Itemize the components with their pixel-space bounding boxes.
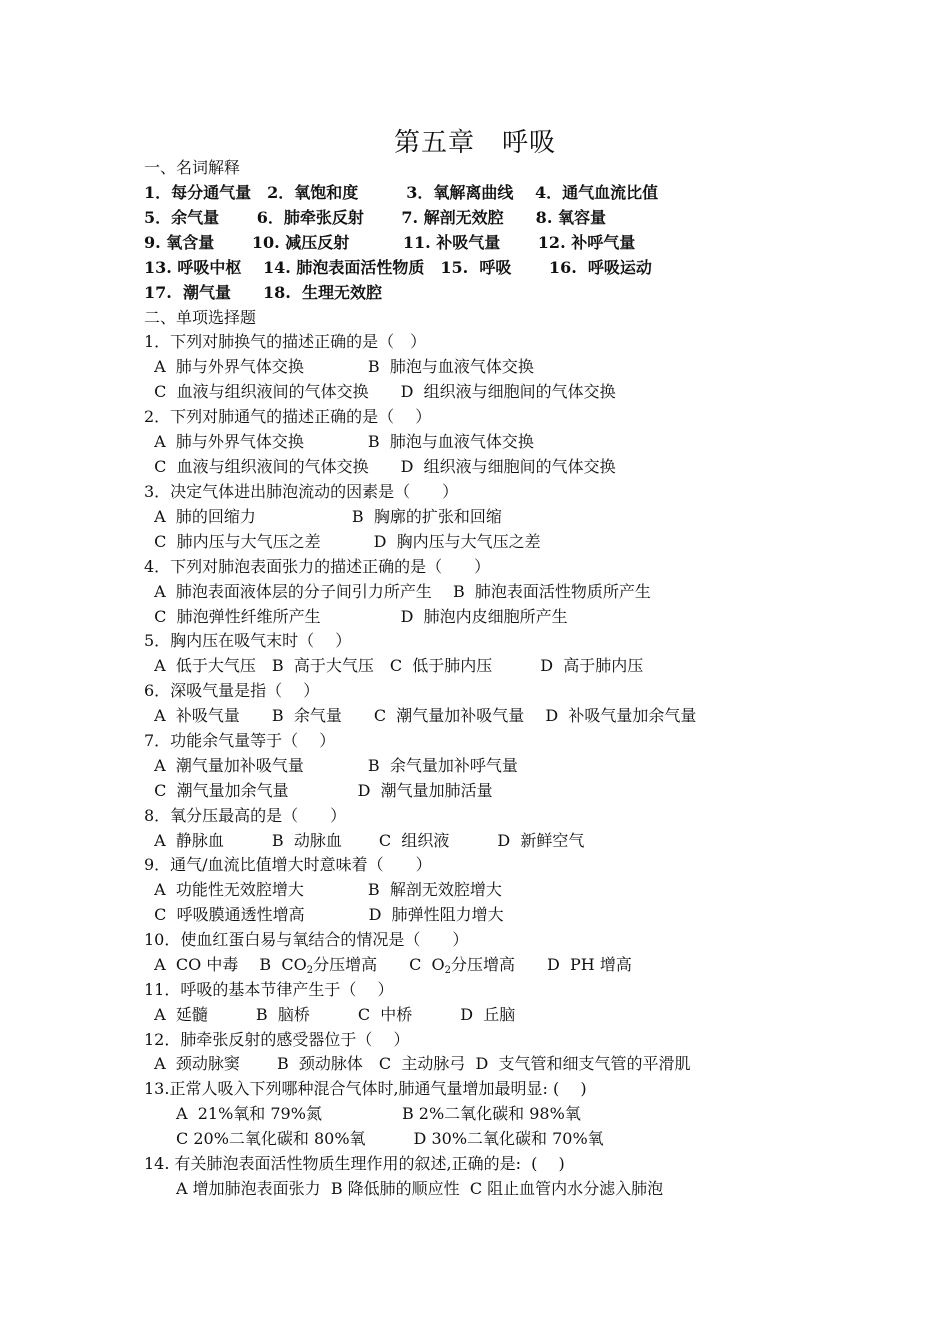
question-2: 2．下列对肺通气的描述正确的是（ ）	[144, 407, 432, 426]
option-line-q10	[144, 954, 632, 976]
question-9: 9．通气/血流比值增大时意味着（ ）	[144, 855, 432, 874]
term-line: 5．余气量 6．肺牵张反射 7. 解剖无效腔 8. 氧容量	[144, 208, 606, 227]
option-line: C 血液与组织液间的气体交换 D 组织液与细胞间的气体交换	[144, 382, 616, 401]
question-12: 12．肺牵张反射的感受器位于（ ）	[144, 1030, 410, 1049]
option-line: C 肺内压与大气压之差 D 胸内压与大气压之差	[144, 532, 541, 551]
option-line: C 20%二氧化碳和 80%氧 D 30%二氧化碳和 70%氧	[144, 1129, 604, 1148]
option-line: C 潮气量加余气量 D 潮气量加肺活量	[144, 781, 493, 800]
term-line: 13. 呼吸中枢 14. 肺泡表面活性物质 15. 呼吸 16. 呼吸运动	[144, 258, 652, 277]
question-11: 11．呼吸的基本节律产生于（ ）	[144, 980, 394, 999]
option-line: A 低于大气压 B 高于大气压 C 低于肺内压 D 高于肺内压	[144, 656, 644, 675]
q10-option-b: 分压增高 C O	[313, 955, 445, 974]
term-line: 9. 氧含量 10. 减压反射 11. 补吸气量 12. 补呼气量	[144, 233, 636, 252]
question-7: 7．功能余气量等于（ ）	[144, 731, 336, 750]
page-title: 第五章 呼吸	[393, 128, 556, 158]
question-13: 13.正常人吸入下列哪种混合气体时,肺通气量增加最明显: ( )	[144, 1079, 587, 1098]
question-10: 10．使血红蛋白易与氧结合的情况是（ ）	[144, 930, 469, 949]
question-1: 1．下列对肺换气的描述正确的是（ ）	[144, 332, 427, 351]
option-line: A 肺与外界气体交换 B 肺泡与血液气体交换	[144, 357, 534, 376]
option-line: A 潮气量加补吸气量 B 余气量加补呼气量	[144, 756, 518, 775]
term-line: 1．每分通气量 2．氧饱和度 3．氧解离曲线 4．通气血流比值	[144, 183, 659, 202]
q10-option-c: 分压增高 D PH 增高	[451, 955, 632, 974]
option-line: A 肺泡表面液体层的分子间引力所产生 B 肺泡表面活性物质所产生	[144, 582, 651, 601]
question-6: 6．深吸气量是指（ ）	[144, 681, 320, 700]
option-line: A 补吸气量 B 余气量 C 潮气量加补吸气量 D 补吸气量加余气量	[144, 706, 697, 725]
option-line: A 21%氧和 79%氮 B 2%二氧化碳和 98%氧	[144, 1104, 581, 1123]
section-heading-terms: 一、名词解释	[144, 158, 241, 177]
question-4: 4．下列对肺泡表面张力的描述正确的是（ ）	[144, 557, 491, 576]
option-line: A 静脉血 B 动脉血 C 组织液 D 新鲜空气	[144, 831, 585, 850]
option-line: A 延髓 B 脑桥 C 中桥 D 丘脑	[144, 1005, 516, 1024]
option-line: A 肺的回缩力 B 胸廓的扩张和回缩	[144, 507, 502, 526]
question-3: 3．决定气体进出肺泡流动的因素是（ ）	[144, 482, 459, 501]
q10-option-a: A CO 中毒 B CO	[144, 955, 307, 974]
question-5: 5．胸内压在吸气末时（ ）	[144, 631, 352, 650]
option-line: C 血液与组织液间的气体交换 D 组织液与细胞间的气体交换	[144, 457, 616, 476]
option-line: A 肺与外界气体交换 B 肺泡与血液气体交换	[144, 432, 534, 451]
option-line: A 颈动脉窦 B 颈动脉体 C 主动脉弓 D 支气管和细支气管的平滑肌	[144, 1054, 691, 1073]
question-8: 8．氧分压最高的是（ ）	[144, 806, 347, 825]
section-heading-choice: 二、单项选择题	[144, 308, 257, 327]
subscript: 2	[306, 965, 314, 976]
subscript: 2	[444, 965, 452, 976]
option-line: A 功能性无效腔增大 B 解剖无效腔增大	[144, 880, 502, 899]
question-14: 14. 有关肺泡表面活性物质生理作用的叙述,正确的是: ( )	[144, 1154, 565, 1173]
term-line: 17. 潮气量 18. 生理无效腔	[144, 283, 382, 302]
option-line: C 肺泡弹性纤维所产生 D 肺泡内皮细胞所产生	[144, 607, 568, 626]
option-line: C 呼吸膜通透性增高 D 肺弹性阻力增大	[144, 905, 504, 924]
option-line: A 增加肺泡表面张力 B 降低肺的顺应性 C 阻止血管内水分滤入肺泡	[144, 1179, 664, 1198]
